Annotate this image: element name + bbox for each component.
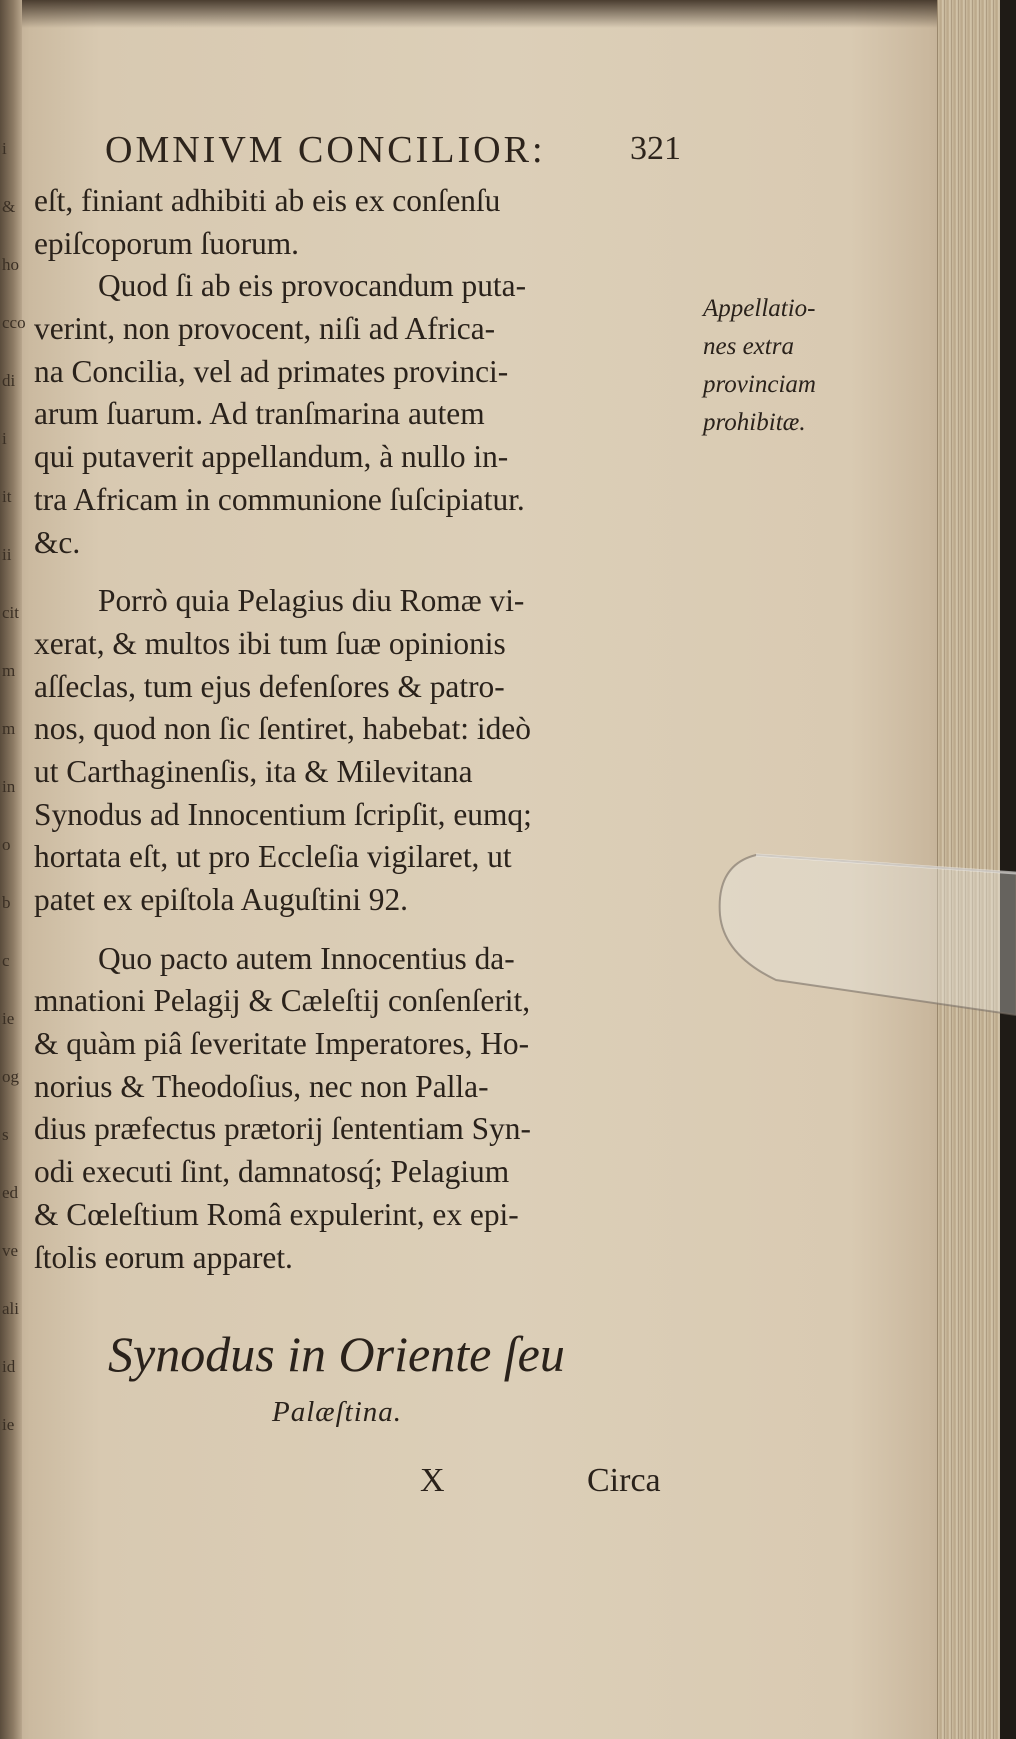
text-line: &c.: [34, 524, 81, 560]
margin-note-line: Appellatio-: [703, 295, 816, 322]
margin-note: [703, 290, 848, 442]
text-line: aſſeclas, tum ejus defenſores & patro-: [34, 668, 505, 704]
text-line: qui putaverit appellandum, à nullo in-: [34, 439, 509, 475]
text-line: ut Carthaginenſis, ita & Milevitana: [34, 753, 473, 789]
text-line: epiſcoporum ſuorum.: [34, 225, 300, 261]
gutter-fragments: i & ho cco di i it ii cit m m in o b c ie og s ed ve ali id ie: [2, 139, 26, 1434]
text-line: xerat, & multos ibi tum ſuæ opinionis: [34, 625, 506, 661]
top-shadow: [0, 0, 1000, 28]
text-line: odi executi ſint, damnatosq́; Pelagium: [34, 1154, 510, 1190]
text-line: Quo pacto autem Innocentius da-: [98, 940, 515, 976]
signature-mark: X: [420, 1462, 445, 1499]
text-line: dius præfectus prætorij ſententiam Syn-: [34, 1111, 531, 1147]
text-line: mnationi Pelagij & Cæleſtij conſenſerit,: [34, 983, 531, 1019]
text-line: & quàm piâ ſeveritate Imperatores, Ho-: [34, 1026, 530, 1062]
text-line: arum ſuarum. Ad tranſmarina autem: [34, 396, 485, 432]
running-head: OMNIVM CONCILIOR:: [105, 129, 546, 171]
text-line: patet ex epiſtola Auguſtini 92.: [34, 882, 409, 917]
margin-note-line: provinciam: [703, 371, 816, 398]
paragraph-gap: [34, 564, 698, 580]
text-line: ſtolis eorum apparet.: [34, 1239, 293, 1275]
text-line: na Concilia, vel ad primates provinci-: [34, 353, 509, 389]
catchword: Circa: [587, 1462, 661, 1499]
text-line: hortata eſt, ut pro Eccleſia vigilaret, ut: [34, 839, 512, 875]
paragraph-gap: [34, 922, 698, 938]
section-subheading: Palæſtina.: [272, 1396, 403, 1428]
margin-note-line: nes extra: [703, 333, 794, 360]
bookmark-clip: [716, 855, 1016, 1015]
text-line: & Cœleſtium Româ expulerint, ex epi-: [34, 1196, 519, 1232]
text-line: norius & Theodoſius, nec non Palla-: [34, 1068, 489, 1104]
body-text: [34, 180, 698, 1279]
text-line: Synodus ad Innocentium ſcripſit, eumq;: [34, 796, 532, 832]
page-number: 321: [630, 130, 681, 167]
section-heading: Synodus in Oriente ſeu: [108, 1326, 565, 1382]
text-line: eſt, finiant adhibiti ab eis ex conſenſu: [34, 183, 501, 218]
text-line: tra Africam in communione ſuſcipiatur.: [34, 481, 525, 517]
margin-note-line: prohibitæ.: [703, 409, 806, 436]
text-line: nos, quod non ſic ſentiret, habebat: ideò: [34, 711, 531, 747]
text-line: Porrò quia Pelagius diu Romæ vi-: [98, 583, 525, 619]
text-line: Quod ſi ab eis provocandum puta-: [98, 268, 527, 304]
text-line: verint, non provocent, niſi ad Africa-: [34, 311, 496, 347]
